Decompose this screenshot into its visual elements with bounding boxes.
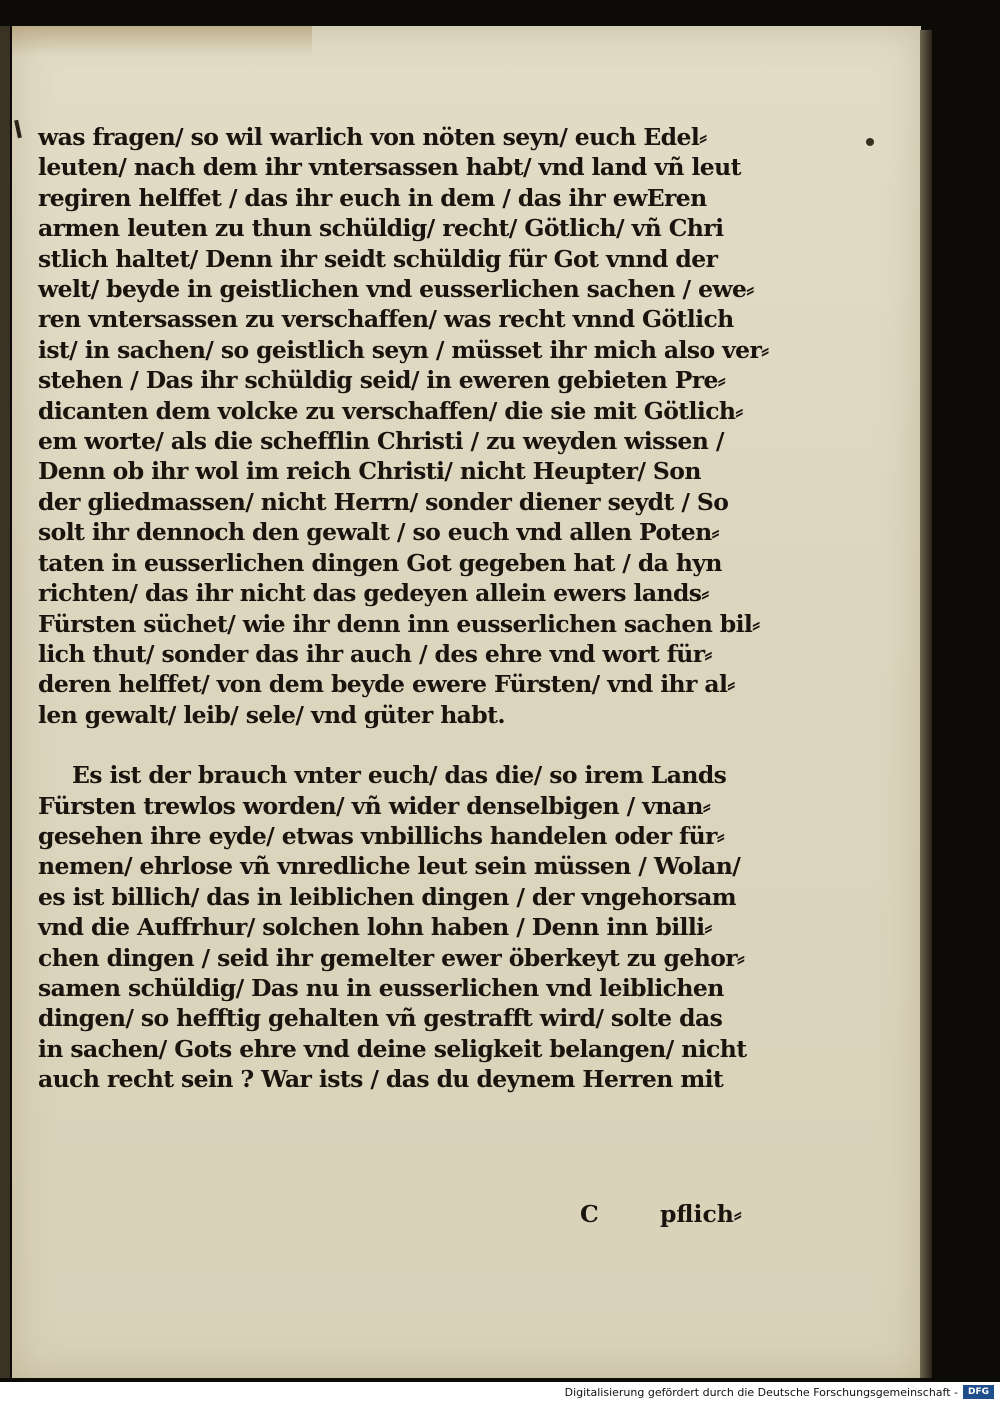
- text-line: nemen/ ehrlose vñ vnredliche leut sein müssen / Wolan/: [38, 852, 741, 881]
- footer-credit: Digitalisierung gefördert durch die Deutsche Forschungsgemeinschaft -: [564, 1386, 958, 1399]
- text-block: [38, 122, 768, 1095]
- text-line: richten/ das ihr nicht das gedeyen allein ewers lands⸗: [38, 579, 709, 608]
- paragraph-2: [38, 760, 768, 1094]
- paper-stain: [12, 26, 312, 56]
- text-line: Denn ob ihr wol im reich Christi/ nicht Heupter/ Son: [38, 457, 701, 486]
- text-line: samen schüldig/ Das nu in eusserlichen vnd leiblichen: [38, 973, 724, 1002]
- text-line: der gliedmassen/ nicht Herrn/ sonder diener seydt / So: [38, 487, 729, 516]
- text-line: armen leuten zu thun schüldig/ recht/ Götlich/ vñ Chri: [38, 214, 724, 243]
- text-line: Fürsten trewlos worden/ vñ wider denselbigen / vnan⸗: [38, 791, 711, 820]
- text-line: lich thut/ sonder das ihr auch / des ehre vnd wort für⸗: [38, 639, 712, 668]
- text-line: deren helffet/ von dem beyde ewere Fürsten/ vnd ihr al⸗: [38, 670, 735, 699]
- text-line: em worte/ als die schefflin Christi / zu weyden wissen /: [38, 427, 724, 456]
- margin-dot: [866, 138, 874, 146]
- digitization-footer: [0, 1382, 1000, 1403]
- page-edge: [920, 30, 932, 1378]
- page-footer-marks: [38, 1200, 768, 1232]
- text-line: dingen/ so hefftig gehalten vñ gestrafft wird/ solte das: [38, 1004, 723, 1033]
- text-line: stlich haltet/ Denn ihr seidt schüldig für Got vnnd der: [38, 244, 718, 273]
- text-line: solt ihr dennoch den gewalt / so euch vnd allen Poten⸗: [38, 518, 719, 547]
- text-line: Es ist der brauch vnter euch/ das die/ so irem Lands: [72, 761, 727, 790]
- text-line: leuten/ nach dem ihr vntersassen habt/ vnd land vñ leut: [38, 153, 741, 182]
- text-line: ist/ in sachen/ so geistlich seyn / müsset ihr mich also ver⸗: [38, 335, 769, 364]
- text-line: len gewalt/ leib/ sele/ vnd güter habt.: [38, 700, 505, 729]
- text-line: auch recht sein ? War ists / das du deynem Herren mit: [38, 1065, 724, 1094]
- text-line: regiren helffet / das ihr euch in dem / das ihr ewEren: [38, 183, 707, 212]
- catchword: pflich⸗: [660, 1200, 742, 1228]
- dfg-logo: DFG: [963, 1385, 994, 1399]
- text-line: gesehen ihre eyde/ etwas vnbillichs handelen oder für⸗: [38, 821, 725, 850]
- text-line: stehen / Das ihr schüldig seid/ in eweren gebieten Pre⸗: [38, 366, 726, 395]
- text-line: ren vntersassen zu verschaffen/ was recht vnnd Götlich: [38, 305, 734, 334]
- book-binding: [0, 26, 10, 1378]
- text-line: welt/ beyde in geistlichen vnd eusserlichen sachen / ewe⸗: [38, 275, 754, 304]
- text-line: vnd die Auffrhur/ solchen lohn haben / Denn inn billi⸗: [38, 913, 712, 942]
- paragraph-1: [38, 122, 768, 730]
- text-line: taten in eusserlichen dingen Got gegeben hat / da hyn: [38, 548, 722, 577]
- signature-mark: C: [580, 1200, 599, 1228]
- text-line: in sachen/ Gots ehre vnd deine seligkeit belangen/ nicht: [38, 1034, 747, 1063]
- text-line: chen dingen / seid ihr gemelter ewer öberkeyt zu gehor⸗: [38, 943, 745, 972]
- text-line: dicanten dem volcke zu verschaffen/ die sie mit Götlich⸗: [38, 396, 743, 425]
- text-line: es ist billich/ das in leiblichen dingen / der vngehorsam: [38, 882, 737, 911]
- text-line: was fragen/ so wil warlich von nöten seyn/ euch Edel⸗: [38, 123, 707, 151]
- text-line: Fürsten süchet/ wie ihr denn inn eusserlichen sachen bil⸗: [38, 609, 760, 638]
